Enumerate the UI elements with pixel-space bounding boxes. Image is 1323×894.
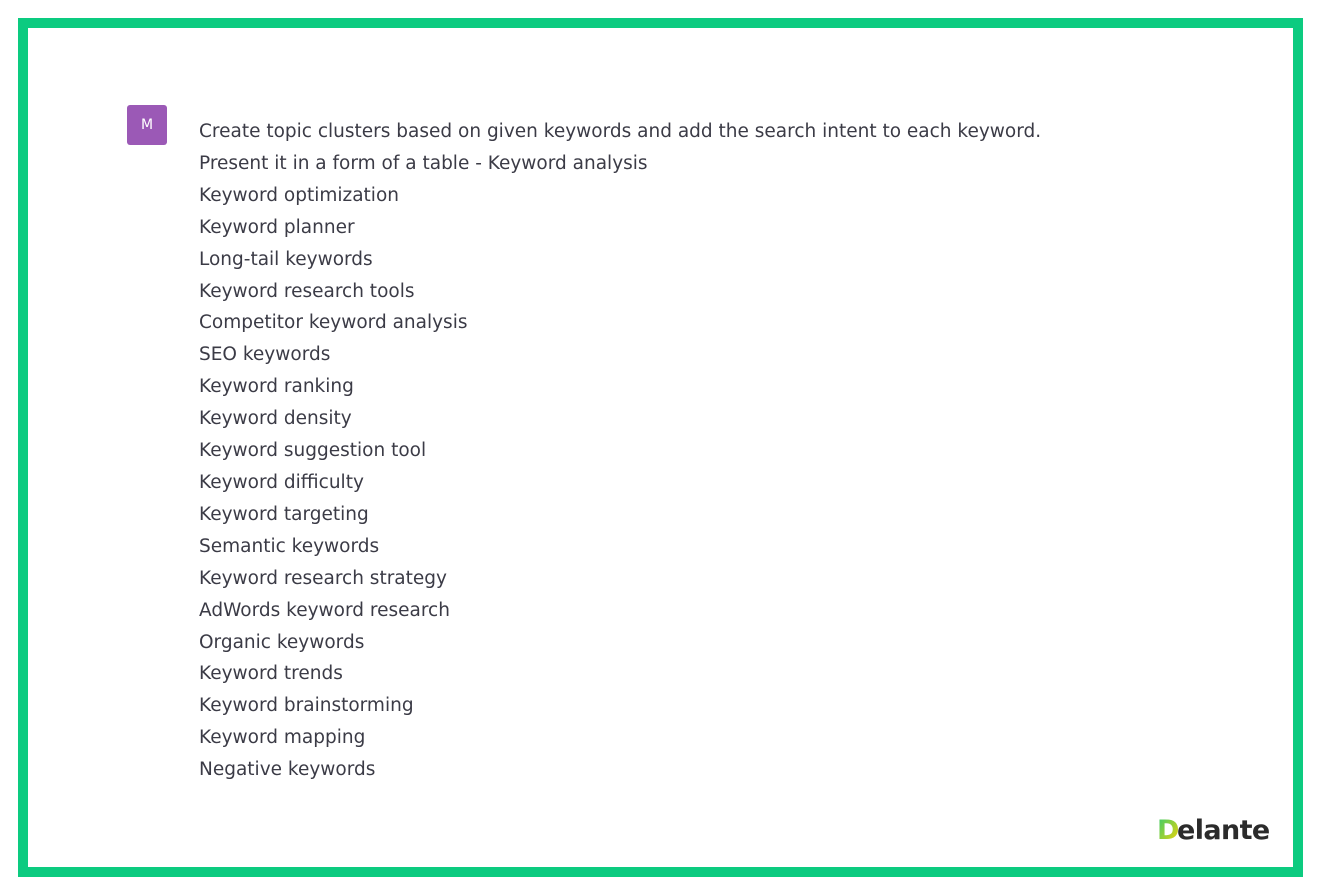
message-line: Keyword mapping — [199, 727, 366, 749]
message-line: Keyword research tools — [199, 280, 415, 302]
delante-logo — [1157, 809, 1297, 849]
message-line: Keyword research strategy — [199, 567, 447, 589]
screenshot-frame — [18, 18, 1303, 877]
message-line: Keyword targeting — [199, 503, 369, 525]
message-line: Long-tail keywords — [199, 248, 373, 270]
message-line: Negative keywords — [199, 759, 376, 781]
message-line: SEO keywords — [199, 344, 331, 366]
message-line: Organic keywords — [199, 631, 365, 653]
message-line: Keyword optimization — [199, 184, 399, 206]
message-line: Keyword ranking — [199, 376, 354, 398]
user-message — [199, 116, 1041, 786]
message-line: Keyword suggestion tool — [199, 440, 427, 462]
message-line: AdWords keyword research — [199, 599, 450, 621]
delante-logo-mark — [1157, 813, 1297, 845]
message-line: Present it in a form of a table - Keyword analysis — [199, 152, 648, 174]
logo-rest-letters: elante — [1177, 815, 1270, 845]
message-line: Competitor keyword analysis — [199, 312, 468, 334]
message-line: Keyword density — [199, 408, 352, 430]
message-line: Create topic clusters based on given keywords and add the search intent to each keyword. — [199, 121, 1042, 142]
user-avatar: M — [127, 105, 167, 145]
message-line: Semantic keywords — [199, 535, 380, 557]
message-line: Keyword planner — [199, 216, 355, 238]
message-line: Keyword trends — [199, 663, 343, 685]
logo-d-letter: D — [1157, 815, 1179, 845]
message-line: Keyword brainstorming — [199, 695, 414, 717]
message-line: Keyword difficulty — [199, 471, 364, 493]
